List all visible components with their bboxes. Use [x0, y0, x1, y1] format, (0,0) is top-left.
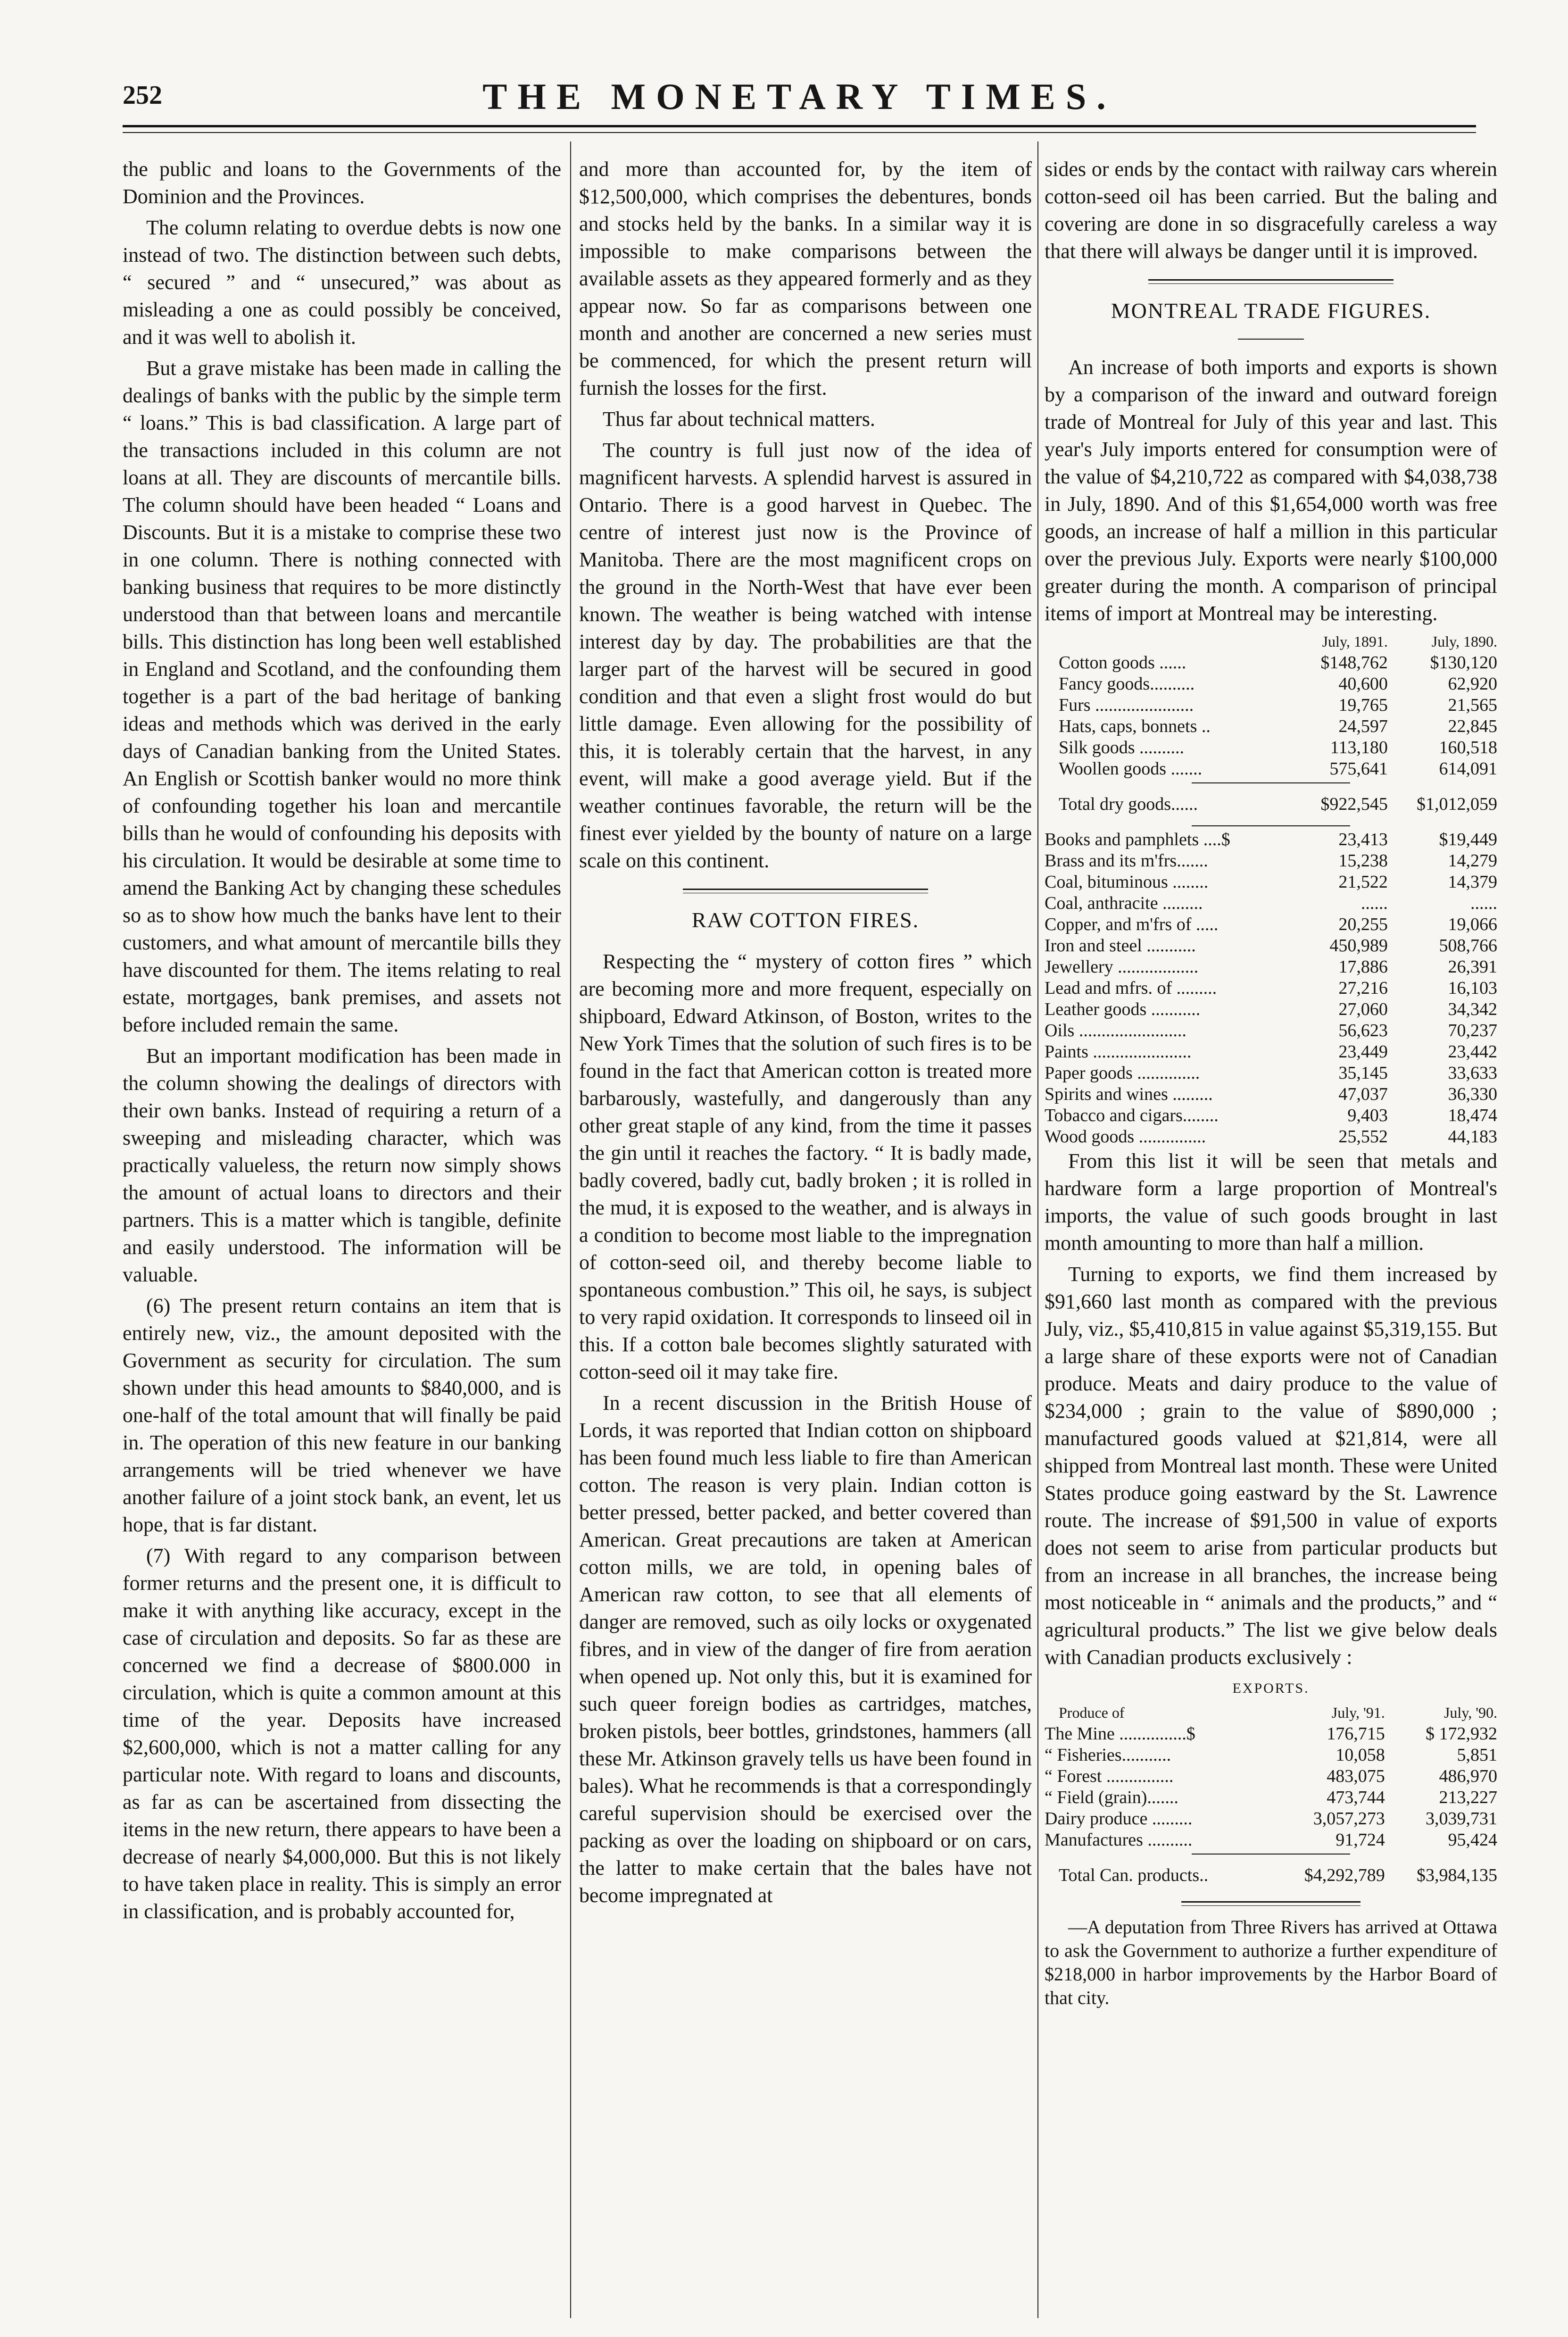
- value-1890: 34,342: [1448, 999, 1497, 1019]
- value-1891: 9,403: [1347, 1106, 1388, 1125]
- item-label: “ Field (grain).......: [1045, 1788, 1178, 1807]
- value-1890: $ 172,932: [1426, 1724, 1497, 1744]
- paragraph: and more than accounted for, by the item of $12,500,000, which comprises the debentures, bonds and stocks held by the banks. In a similar way it is impossible to make comparisons between the available assets as they appeared formerly and as they appear now. So far as comparisons between one month and another are concerned a new series must be commenced, for which the present return will furnish the losses for the first.: [579, 158, 1032, 399]
- value-1891: 3,057,273: [1313, 1809, 1385, 1829]
- value-1891: 35,145: [1338, 1063, 1388, 1083]
- column-header-1890: July, 1890.: [1431, 633, 1497, 650]
- item-label: Fancy goods..........: [1059, 674, 1195, 694]
- item-label: Copper, and m'frs of .....: [1045, 915, 1219, 934]
- value-1890: 16,103: [1448, 978, 1497, 998]
- value-1890: 36,330: [1448, 1084, 1497, 1104]
- value-1891: 15,238: [1338, 851, 1388, 871]
- item-label: Total dry goods......: [1059, 794, 1198, 814]
- table-row: [1045, 1126, 1497, 1148]
- item-label: Jewellery ..................: [1045, 957, 1199, 977]
- value-1891: 473,744: [1327, 1788, 1385, 1807]
- table-row: [1045, 1041, 1497, 1063]
- value-1890: ......: [1470, 893, 1497, 913]
- table-row: [1045, 1063, 1497, 1084]
- item-label: Leather goods ...........: [1045, 999, 1201, 1019]
- value-1890: 14,279: [1448, 851, 1497, 871]
- item-label: Coal, anthracite .........: [1045, 893, 1203, 913]
- header-rule-thin: [123, 132, 1476, 133]
- value-1890: 614,091: [1439, 759, 1497, 779]
- paragraph: —A deputation from Three Rivers has arrived at Ottawa to ask the Government to authorize a further expenditure of $218,000 in harbor improvements by the Harbor Board of that city.: [1045, 1916, 1497, 2008]
- table-row: [1045, 872, 1497, 893]
- table-row: [1045, 1830, 1497, 1851]
- value-1890: 508,766: [1439, 936, 1497, 956]
- value-1891: $922,545: [1320, 794, 1388, 814]
- table-rule: [1192, 1854, 1350, 1855]
- item-label: Silk goods ..........: [1059, 738, 1185, 757]
- item-label: Lead and mfrs. of .........: [1045, 978, 1217, 998]
- table-row: [1045, 935, 1497, 956]
- value-1891: ......: [1361, 893, 1388, 913]
- value-1891: 27,216: [1338, 978, 1388, 998]
- table-row: [1045, 737, 1497, 758]
- item-label: Manufactures ..........: [1045, 1830, 1193, 1850]
- table-row: [1045, 1787, 1497, 1808]
- paragraph: But an important modification has been made in the column showing the dealings of directors with their own banks. Instead of requiring a return of a sweeping and misleading character, which was practically valueless, the return now simply shows the amount of actual loans to directors and their partners. This is a matter which is tangible, definite and easily understood. The information will be valuable.: [123, 1044, 561, 1286]
- item-label: Paper goods ..............: [1045, 1063, 1200, 1083]
- value-1891: 24,597: [1338, 716, 1388, 736]
- value-1891: 23,449: [1338, 1042, 1388, 1062]
- table-row: [1045, 829, 1497, 850]
- table-rule: [1192, 782, 1350, 783]
- value-1891: 17,886: [1338, 957, 1388, 977]
- table-row: [1045, 1745, 1497, 1766]
- masthead-title: THE MONETARY TIMES.: [482, 76, 1116, 117]
- header-rule: [123, 125, 1476, 127]
- paragraph: (6) The present return contains an item that is entirely new, viz., the amount deposited with the Government as security for circulation. The sum shown under this head amounts to $840,000, and is one-half of the total amount that will finally be paid in. The operation of this new feature in our banking arrangements will be tried whenever we have another failure of a joint stock bank, an event, let us hope, that is far distant.: [123, 1294, 561, 1536]
- value-1891: 21,522: [1338, 872, 1388, 892]
- value-1890: 486,970: [1439, 1766, 1497, 1786]
- paragraph: sides or ends by the contact with railway cars wherein cotton-seed oil has been carried. But the baling and covering are done in so disgracefully careless a way that there will always be danger until it is improved.: [1045, 158, 1497, 263]
- item-label: “ Fisheries...........: [1045, 1745, 1171, 1765]
- item-label: “ Forest ...............: [1045, 1766, 1174, 1786]
- table-header-row: [1045, 1702, 1497, 1723]
- imports-table: [1045, 631, 1497, 1148]
- value-1890: 18,474: [1448, 1106, 1497, 1125]
- item-label: Iron and steel ...........: [1045, 936, 1196, 956]
- value-1891: $148,762: [1320, 653, 1388, 673]
- paragraph: Thus far about technical matters.: [603, 408, 875, 431]
- column-1: [123, 156, 561, 2318]
- item-label: Cotton goods ......: [1059, 653, 1186, 673]
- table-row: [1045, 978, 1497, 999]
- paragraph: In a recent discussion in the British House of Lords, it was reported that Indian cotton on shipboard has been found much less liable to fire than American cotton. The reason is very plain. Indian cotton is better pressed, better packed, and better covered than American. Great precautions are taken at American cotton mills, we are told, in opening bales of American raw cotton, to see that all elements of danger are removed, such as oily locks or oxygenated fibres, and in view of the danger of fire from aeration when opened up. Not only this, but it is examined for such queer foreign bodies as cartridges, matches, broken pistols, beer bottles, grindstones, hammers (all these Mr. Atkinson gravely tells us have been found in bales). What he recommends is that a correspondingly careful supervision should be exercised over the packing as over the loading on shipboard or on cars, the latter to make certain that the bales have not become impregnated at: [579, 1391, 1032, 1907]
- item-label: Paints ......................: [1045, 1042, 1192, 1062]
- exports-title: EXPORTS.: [1232, 1680, 1310, 1696]
- value-1890: 70,237: [1448, 1021, 1497, 1040]
- value-1890: 213,227: [1439, 1788, 1497, 1807]
- value-1890: 3,039,731: [1426, 1809, 1497, 1829]
- item-label: Coal, bituminous ........: [1045, 872, 1209, 892]
- value-1891: 27,060: [1338, 999, 1388, 1019]
- short-rule: [1238, 339, 1304, 340]
- table-row: [1045, 1723, 1497, 1745]
- value-1890: 21,565: [1448, 695, 1497, 715]
- value-1891: 23,413: [1338, 830, 1388, 849]
- value-1891: 19,765: [1338, 695, 1388, 715]
- value-1891: 450,989: [1329, 936, 1388, 956]
- value-1890: 23,442: [1448, 1042, 1497, 1062]
- value-1890: 26,391: [1448, 957, 1497, 977]
- value-1891: 47,037: [1338, 1084, 1388, 1104]
- value-1890: 33,633: [1448, 1063, 1497, 1083]
- column-header-1891: July, '91.: [1331, 1704, 1385, 1721]
- table-rule-row: [1045, 780, 1497, 786]
- table-row: [1045, 956, 1497, 978]
- section-rule: [683, 889, 928, 893]
- paragraph: Respecting the “ mystery of cotton fires ” which are becoming more and more frequent, especially on shipboard, Edward Atkinson, of Boston, writes to the New York Times that the solution of such fires is to be found in the fact that American cotton is treated more barbarously, wastefully, and dangerously than any other great staple of any kind, from the time it passes the gin until it reaches the factory. “ It is badly made, badly covered, badly cut, badly broken ; it is rolled in the mud, it is exposed to the weather, and is always in a condition to become most liable to the impregnation of cotton-seed oil, and thereby become liable to spontaneous combustion.” This oil, he says, is subject to very rapid oxidation. It corresponds to linseed oil in this. If a cotton bale becomes slightly saturated with cotton-seed oil it may take fire.: [579, 950, 1032, 1383]
- exports-table: [1045, 1702, 1497, 1894]
- item-label: Woollen goods .......: [1059, 759, 1203, 779]
- section-rule: [1181, 1901, 1361, 1906]
- value-1890: 62,920: [1448, 674, 1497, 694]
- paragraph: the public and loans to the Governments of the Dominion and the Provinces.: [123, 158, 561, 208]
- column-header-1891: July, 1891.: [1322, 633, 1388, 650]
- paragraph: The column relating to overdue debts is now one instead of two. The distinction between such debts, “ secured ” and “ unsecured,” was about as misleading a one as could possibly be conceived, and it was well to abolish it.: [123, 216, 561, 349]
- table-rule-row: [1045, 1851, 1497, 1857]
- column-header-produce: Produce of: [1059, 1704, 1125, 1721]
- table-row: [1045, 1105, 1497, 1126]
- paragraph: From this list it will be seen that metals and hardware form a large proportion of Montreal's imports, the value of such goods brought in last month amounting to more than half a million.: [1045, 1149, 1497, 1255]
- value-1890: 5,851: [1457, 1745, 1497, 1765]
- value-1891: 10,058: [1336, 1745, 1385, 1765]
- section-rule: [1148, 279, 1394, 284]
- table-row: [1045, 758, 1497, 780]
- column-header-1890: July, '90.: [1444, 1704, 1497, 1721]
- table-row: [1045, 1766, 1497, 1787]
- column-2: [579, 156, 1032, 2318]
- table-row: [1045, 914, 1497, 935]
- value-1890: $19,449: [1439, 830, 1497, 849]
- table-header-row: [1045, 631, 1497, 652]
- paragraph: The country is full just now of the idea of magnificent harvests. A splendid harvest is assured in Ontario. There is a good harvest in Quebec. The centre of interest just now is the Province of Manitoba. There are the most magnificent crops on the ground in the North-West that have ever been known. The weather is being watched with intense interest day by day. The probabilities are that the larger part of the harvest will be secured in good condition and that even a slight frost would do but little damage. Even allowing for the possibility of this, it is tolerably certain that the harvest, in any event, will make a good average yield. But if the weather continues favorable, the return will be the finest ever yielded by the bounty of nature on a large scale on this continent.: [579, 439, 1032, 872]
- value-1891: $4,292,789: [1304, 1865, 1385, 1885]
- paragraph: Turning to exports, we find them increased by $91,660 last month as compared with the previous July, viz., $5,410,815 in value against $5,319,155. But a large share of these exports were not of Canadian produce. Meats and dairy produce to the value of $234,000 ; grain to the value of $890,000 ; manufactured goods valued at $21,814, were all shipped from Montreal last month. These were United States produce going eastward by the St. Lawrence route. The increase of $91,500 in value of exports does not seem to arise from particular products but from an increase in all branches, the increase being most noticeable in “ animals and the products,” and “ agricultural products.” The list we give below deals with Canadian products exclusively :: [1045, 1263, 1497, 1669]
- table-row: [1045, 695, 1497, 716]
- value-1891: 20,255: [1338, 915, 1388, 934]
- table-row: [1045, 716, 1497, 737]
- page-number: 252: [123, 81, 162, 110]
- item-label: Hats, caps, bonnets ..: [1059, 716, 1211, 736]
- value-1890: 95,424: [1448, 1830, 1497, 1850]
- table-row: [1045, 1020, 1497, 1041]
- table-row: [1045, 674, 1497, 695]
- column-divider: [1037, 141, 1038, 2318]
- value-1890: 160,518: [1439, 738, 1497, 757]
- item-label: Furs ......................: [1059, 695, 1194, 715]
- section-title-raw-cotton-fires: RAW COTTON FIRES.: [691, 908, 920, 932]
- table-row: [1045, 850, 1497, 872]
- item-label: Brass and its m'frs.......: [1045, 851, 1208, 871]
- table-row: [1045, 999, 1497, 1020]
- item-label: Total Can. products..: [1059, 1865, 1209, 1885]
- value-1890: $1,012,059: [1417, 794, 1497, 814]
- value-1891: 56,623: [1338, 1021, 1388, 1040]
- table-rule: [1192, 825, 1350, 826]
- table-row: [1045, 893, 1497, 914]
- item-label: Oils ........................: [1045, 1021, 1186, 1040]
- value-1891: 40,600: [1338, 674, 1388, 694]
- value-1891: 575,641: [1329, 759, 1388, 779]
- paragraph: But a grave mistake has been made in calling the dealings of banks with the public by the simple term “ loans.” This is bad classification. A large part of the transactions included in this column are not loans at all. They are discounts of mercantile bills. The column should have been headed “ Loans and Discounts. But it is a mistake to comprise these two in one column. There is nothing connected with banking business that requires to be more distinctly understood than that between loans and mercantile bills. This distinction has long been well established in England and Scotland, and the confounding them together is a part of the bad heritage of banking ideas and methods which was derived in the early days of Canadian banking from the United States. An English or Scottish banker would no more think of confounding together his loan and mercantile bills than he would of confounding his deposits with his circulation. It would be desirable at some time to amend the Banking Act by changing these schedules so as to show how much the banks have lent to their customers, and what amount of mercantile bills they have discounted for them. The items relating to real estate, mortgages, bank premises, and assets not before included remain the same.: [123, 357, 561, 1036]
- value-1890: 19,066: [1448, 915, 1497, 934]
- item-label: The Mine ...............$: [1045, 1724, 1195, 1744]
- item-label: Wood goods ...............: [1045, 1127, 1206, 1147]
- paragraph: (7) With regard to any comparison between former returns and the present one, it is difficult to make it with anything like accuracy, except in the case of circulation and deposits. So far as these are concerned we find a decrease of $800.000 in circulation, which is quite a common amount at this time of the year. Deposits have increased $2,600,000, which is not a matter calling for any particular note. With regard to loans and discounts, as far as can be ascertained from dissecting the items in the new return, there appears to have been a decrease of nearly $4,000,000. But this is not likely to have taken place in reality. This is simply an error in classification, and is probably accounted for,: [123, 1544, 561, 1923]
- table-row: [1045, 652, 1497, 674]
- column-divider: [570, 141, 571, 2318]
- page-header: [123, 71, 1476, 123]
- item-label: Books and pamphlets ....$: [1045, 830, 1230, 849]
- table-row: [1045, 786, 1497, 823]
- value-1891: 25,552: [1338, 1127, 1388, 1147]
- value-1891: 483,075: [1327, 1766, 1385, 1786]
- value-1891: 176,715: [1327, 1724, 1385, 1744]
- value-1890: 14,379: [1448, 872, 1497, 892]
- value-1891: 113,180: [1330, 738, 1388, 757]
- item-label: Spirits and wines .........: [1045, 1084, 1213, 1104]
- section-title-montreal-trade-figures: MONTREAL TRADE FIGURES.: [1111, 299, 1431, 323]
- value-1890: 44,183: [1448, 1127, 1497, 1147]
- item-label: Tobacco and cigars........: [1045, 1106, 1219, 1125]
- table-row: [1045, 1857, 1497, 1894]
- item-label: Dairy produce .........: [1045, 1809, 1193, 1829]
- table-row: [1045, 1084, 1497, 1105]
- value-1890: $3,984,135: [1417, 1865, 1497, 1885]
- paragraph: An increase of both imports and exports is shown by a comparison of the inward and outward foreign trade of Montreal for July of this year and last. This year's July imports entered for consumption were of the value of $4,210,722 as compared with $4,038,738 in July, 1890. And of this $1,654,000 worth was free goods, an increase of half a million in this particular over the previous July. Exports were nearly $100,000 greater during the month. A comparison of principal items of import at Montreal may be interesting.: [1045, 356, 1497, 625]
- value-1890: 22,845: [1448, 716, 1497, 736]
- table-row: [1045, 1808, 1497, 1830]
- value-1891: 91,724: [1336, 1830, 1385, 1850]
- value-1890: $130,120: [1430, 653, 1497, 673]
- table-rule-row: [1045, 823, 1497, 829]
- column-3: [1045, 156, 1497, 2318]
